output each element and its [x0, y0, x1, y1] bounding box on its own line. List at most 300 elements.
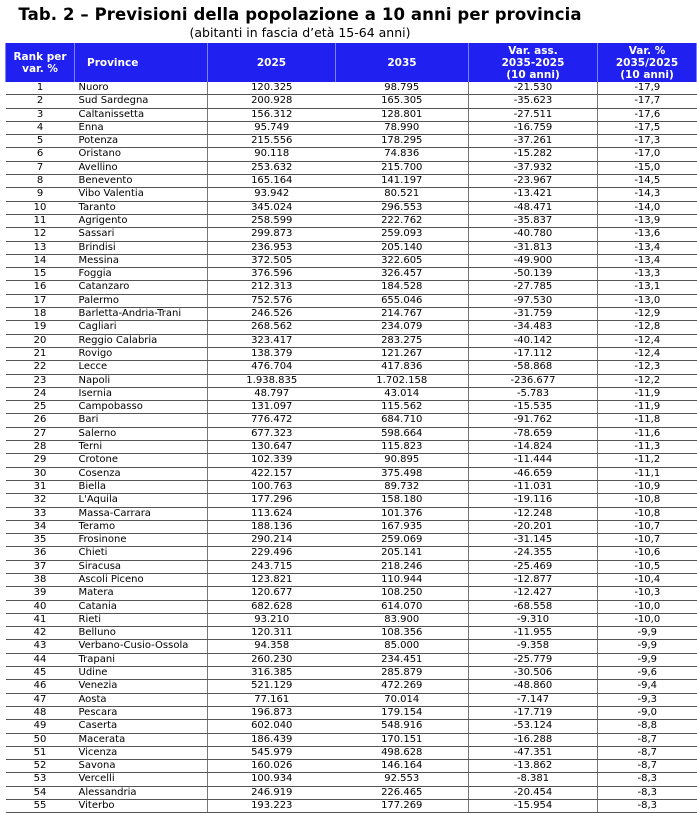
cell-var-abs: -31.813 [469, 241, 598, 254]
cell-year-2035: 165.305 [336, 95, 469, 108]
cell-province: Terni [75, 441, 208, 454]
table-row [6, 600, 697, 613]
cell-var-abs: -78.659 [469, 427, 598, 440]
table-row [6, 693, 697, 706]
cell-year-2025: 156.312 [208, 108, 336, 121]
column-header-var-pct [598, 43, 697, 82]
cell-var-pct: -17,0 [598, 148, 697, 161]
cell-rank: 34 [6, 520, 75, 533]
cell-province: Taranto [75, 201, 208, 214]
table-row [6, 387, 697, 400]
cell-var-abs: -48.860 [469, 680, 598, 693]
table-body [6, 82, 697, 813]
cell-var-pct: -9,6 [598, 667, 697, 680]
table-row [6, 733, 697, 746]
table-row [6, 228, 697, 241]
cell-var-pct: -13,0 [598, 294, 697, 307]
cell-year-2035: 115.823 [336, 441, 469, 454]
cell-var-pct: -14,5 [598, 175, 697, 188]
cell-year-2025: 246.919 [208, 786, 336, 799]
table-row [6, 786, 697, 799]
cell-var-pct: -17,9 [598, 82, 697, 95]
cell-var-pct: -17,5 [598, 121, 697, 134]
cell-var-abs: -7.147 [469, 693, 598, 706]
cell-year-2035: 214.767 [336, 308, 469, 321]
cell-rank: 52 [6, 760, 75, 773]
cell-year-2025: 236.953 [208, 241, 336, 254]
cell-rank: 3 [6, 108, 75, 121]
cell-province: Rieti [75, 613, 208, 626]
cell-var-abs: -27.511 [469, 108, 598, 121]
cell-var-pct: -11,3 [598, 441, 697, 454]
cell-year-2025: 177.296 [208, 494, 336, 507]
cell-year-2035: 222.762 [336, 214, 469, 227]
cell-year-2035: 85.000 [336, 640, 469, 653]
cell-year-2025: 123.821 [208, 573, 336, 586]
cell-province: L'Aquila [75, 494, 208, 507]
cell-year-2025: 521.129 [208, 680, 336, 693]
cell-year-2035: 205.141 [336, 547, 469, 560]
cell-year-2035: 215.700 [336, 161, 469, 174]
table-row [6, 480, 697, 493]
cell-rank: 36 [6, 547, 75, 560]
cell-var-abs: -11.031 [469, 480, 598, 493]
cell-province: Crotone [75, 454, 208, 467]
cell-var-abs: -17.719 [469, 706, 598, 719]
cell-year-2025: 545.979 [208, 746, 336, 759]
cell-year-2035: 115.562 [336, 401, 469, 414]
table-row [6, 95, 697, 108]
cell-province: Aosta [75, 693, 208, 706]
header-text-line1: 2025 [256, 56, 287, 69]
cell-var-pct: -12,9 [598, 308, 697, 321]
cell-year-2025: 258.599 [208, 214, 336, 227]
header-text-line2: 2035-2025 [501, 56, 565, 69]
document-subtitle: (abitanti in fascia d’età 15-64 anni) [189, 25, 411, 40]
cell-var-abs: -37.932 [469, 161, 598, 174]
cell-rank: 55 [6, 800, 75, 813]
cell-province: Enna [75, 121, 208, 134]
cell-year-2025: 120.677 [208, 587, 336, 600]
cell-year-2035: 70.014 [336, 693, 469, 706]
cell-year-2035: 598.664 [336, 427, 469, 440]
cell-var-pct: -8,3 [598, 800, 697, 813]
table-row [6, 547, 697, 560]
cell-var-abs: -8.381 [469, 773, 598, 786]
cell-rank: 6 [6, 148, 75, 161]
cell-year-2025: 90.118 [208, 148, 336, 161]
cell-province: Cosenza [75, 467, 208, 480]
cell-var-abs: -11.955 [469, 627, 598, 640]
cell-var-pct: -11,6 [598, 427, 697, 440]
cell-var-abs: -30.506 [469, 667, 598, 680]
cell-province: Catania [75, 600, 208, 613]
cell-rank: 11 [6, 214, 75, 227]
cell-province: Cagliari [75, 321, 208, 334]
cell-province: Potenza [75, 135, 208, 148]
cell-var-pct: -8,3 [598, 786, 697, 799]
cell-rank: 41 [6, 613, 75, 626]
cell-var-abs: -15.282 [469, 148, 598, 161]
cell-year-2025: 131.097 [208, 401, 336, 414]
cell-rank: 46 [6, 680, 75, 693]
table-row [6, 720, 697, 733]
header-text-line1: Rank per [13, 50, 67, 63]
cell-rank: 43 [6, 640, 75, 653]
cell-var-abs: -20.201 [469, 520, 598, 533]
cell-province: Barletta-Andria-Trani [75, 308, 208, 321]
cell-var-pct: -17,7 [598, 95, 697, 108]
cell-province: Venezia [75, 680, 208, 693]
cell-var-abs: -23.967 [469, 175, 598, 188]
cell-var-abs: -48.471 [469, 201, 598, 214]
cell-year-2035: 548.916 [336, 720, 469, 733]
cell-year-2035: 43.014 [336, 387, 469, 400]
cell-year-2025: 677.323 [208, 427, 336, 440]
table-row [6, 680, 697, 693]
cell-var-abs: -97.530 [469, 294, 598, 307]
cell-var-abs: -46.659 [469, 467, 598, 480]
header-text-line3: (10 anni) [506, 68, 560, 81]
cell-var-pct: -11,1 [598, 467, 697, 480]
cell-year-2035: 170.151 [336, 733, 469, 746]
cell-province: Lecce [75, 361, 208, 374]
cell-rank: 33 [6, 507, 75, 520]
cell-var-abs: -24.355 [469, 547, 598, 560]
cell-rank: 23 [6, 374, 75, 387]
column-header-rank [6, 43, 75, 82]
cell-province: Palermo [75, 294, 208, 307]
cell-year-2035: 285.879 [336, 667, 469, 680]
cell-rank: 30 [6, 467, 75, 480]
cell-year-2035: 89.732 [336, 480, 469, 493]
table-row [6, 667, 697, 680]
cell-var-pct: -10,8 [598, 507, 697, 520]
cell-year-2025: 476.704 [208, 361, 336, 374]
table-row [6, 135, 697, 148]
table-row [6, 414, 697, 427]
cell-year-2035: 90.895 [336, 454, 469, 467]
cell-year-2025: 253.632 [208, 161, 336, 174]
cell-var-pct: -10,3 [598, 587, 697, 600]
table-row [6, 441, 697, 454]
cell-year-2025: 323.417 [208, 334, 336, 347]
cell-year-2025: 290.214 [208, 534, 336, 547]
cell-province: Pescara [75, 706, 208, 719]
cell-rank: 40 [6, 600, 75, 613]
cell-province: Napoli [75, 374, 208, 387]
cell-rank: 47 [6, 693, 75, 706]
cell-year-2025: 130.647 [208, 441, 336, 454]
cell-rank: 44 [6, 653, 75, 666]
cell-year-2035: 614.070 [336, 600, 469, 613]
cell-year-2035: 74.836 [336, 148, 469, 161]
cell-year-2035: 283.275 [336, 334, 469, 347]
table-row [6, 746, 697, 759]
cell-var-abs: -47.351 [469, 746, 598, 759]
column-header-var-abs [469, 43, 598, 82]
cell-year-2035: 226.465 [336, 786, 469, 799]
table-row [6, 374, 697, 387]
cell-var-pct: -10,0 [598, 600, 697, 613]
table-row [6, 427, 697, 440]
cell-year-2035: 108.250 [336, 587, 469, 600]
cell-year-2035: 83.900 [336, 613, 469, 626]
cell-province: Alessandria [75, 786, 208, 799]
cell-var-pct: -15,0 [598, 161, 697, 174]
header-text-line1: Var. % [628, 44, 666, 57]
cell-var-abs: -25.779 [469, 653, 598, 666]
header-text-line1: 2035 [387, 56, 417, 69]
cell-rank: 39 [6, 587, 75, 600]
cell-var-pct: -11,8 [598, 414, 697, 427]
cell-province: Viterbo [75, 800, 208, 813]
table-row [6, 454, 697, 467]
cell-var-pct: -8,8 [598, 720, 697, 733]
document-title: Tab. 2 – Previsioni della popolazione a 10 anni per provincia [18, 5, 582, 24]
cell-year-2025: 602.040 [208, 720, 336, 733]
table-row [6, 534, 697, 547]
cell-rank: 38 [6, 573, 75, 586]
cell-var-pct: -9,4 [598, 680, 697, 693]
cell-year-2025: 212.313 [208, 281, 336, 294]
table-row [6, 201, 697, 214]
column-header-year-2025 [208, 43, 336, 82]
cell-rank: 17 [6, 294, 75, 307]
cell-province: Sud Sardegna [75, 95, 208, 108]
cell-var-pct: -10,4 [598, 573, 697, 586]
cell-var-pct: -13,1 [598, 281, 697, 294]
cell-province: Oristano [75, 148, 208, 161]
cell-province: Frosinone [75, 534, 208, 547]
cell-var-pct: -13,6 [598, 228, 697, 241]
cell-province: Caserta [75, 720, 208, 733]
cell-rank: 54 [6, 786, 75, 799]
cell-var-pct: -13,4 [598, 241, 697, 254]
table-row [6, 467, 697, 480]
cell-year-2025: 93.210 [208, 613, 336, 626]
cell-year-2035: 128.801 [336, 108, 469, 121]
table-row [6, 108, 697, 121]
table-row [6, 494, 697, 507]
table-row [6, 254, 697, 267]
cell-year-2035: 141.197 [336, 175, 469, 188]
cell-year-2025: 100.763 [208, 480, 336, 493]
cell-province: Nuoro [75, 82, 208, 95]
cell-year-2025: 243.715 [208, 560, 336, 573]
cell-year-2035: 296.553 [336, 201, 469, 214]
cell-var-pct: -12,8 [598, 321, 697, 334]
cell-var-pct: -13,3 [598, 268, 697, 281]
cell-year-2035: 177.269 [336, 800, 469, 813]
cell-rank: 48 [6, 706, 75, 719]
cell-year-2025: 260.230 [208, 653, 336, 666]
cell-var-pct: -8,7 [598, 760, 697, 773]
cell-var-abs: -17.112 [469, 347, 598, 360]
cell-province: Bari [75, 414, 208, 427]
cell-year-2025: 120.325 [208, 82, 336, 95]
cell-year-2025: 120.311 [208, 627, 336, 640]
table-row [6, 613, 697, 626]
cell-rank: 25 [6, 401, 75, 414]
table-row [6, 241, 697, 254]
cell-year-2025: 93.942 [208, 188, 336, 201]
cell-province: Agrigento [75, 214, 208, 227]
cell-year-2035: 179.154 [336, 706, 469, 719]
cell-year-2025: 138.379 [208, 347, 336, 360]
cell-province: Foggia [75, 268, 208, 281]
cell-province: Verbano-Cusio-Ossola [75, 640, 208, 653]
table-row [6, 401, 697, 414]
cell-province: Vicenza [75, 746, 208, 759]
cell-var-abs: -58.868 [469, 361, 598, 374]
cell-var-abs: -236.677 [469, 374, 598, 387]
cell-year-2035: 121.267 [336, 347, 469, 360]
cell-rank: 35 [6, 534, 75, 547]
cell-year-2035: 101.376 [336, 507, 469, 520]
cell-province: Belluno [75, 627, 208, 640]
cell-var-abs: -12.877 [469, 573, 598, 586]
cell-year-2025: 246.526 [208, 308, 336, 321]
cell-var-abs: -49.900 [469, 254, 598, 267]
cell-year-2025: 372.505 [208, 254, 336, 267]
cell-var-pct: -13,4 [598, 254, 697, 267]
cell-year-2025: 113.624 [208, 507, 336, 520]
cell-year-2035: 108.356 [336, 627, 469, 640]
cell-year-2025: 776.472 [208, 414, 336, 427]
cell-year-2035: 80.521 [336, 188, 469, 201]
cell-year-2035: 655.046 [336, 294, 469, 307]
cell-var-abs: -40.142 [469, 334, 598, 347]
cell-year-2025: 102.339 [208, 454, 336, 467]
cell-var-pct: -12,4 [598, 347, 697, 360]
table-row [6, 188, 697, 201]
cell-year-2025: 422.157 [208, 467, 336, 480]
cell-var-abs: -15.954 [469, 800, 598, 813]
cell-province: Macerata [75, 733, 208, 746]
cell-year-2025: 186.439 [208, 733, 336, 746]
cell-year-2035: 417.836 [336, 361, 469, 374]
cell-province: Teramo [75, 520, 208, 533]
cell-rank: 42 [6, 627, 75, 640]
table-row [6, 653, 697, 666]
cell-var-pct: -9,9 [598, 653, 697, 666]
cell-rank: 28 [6, 441, 75, 454]
cell-rank: 22 [6, 361, 75, 374]
table-row [6, 334, 697, 347]
cell-var-abs: -31.759 [469, 308, 598, 321]
table-row [6, 773, 697, 786]
cell-province: Biella [75, 480, 208, 493]
cell-rank: 13 [6, 241, 75, 254]
cell-year-2025: 77.161 [208, 693, 336, 706]
cell-var-abs: -34.483 [469, 321, 598, 334]
cell-year-2035: 178.295 [336, 135, 469, 148]
cell-year-2035: 158.180 [336, 494, 469, 507]
cell-rank: 50 [6, 733, 75, 746]
cell-var-abs: -13.862 [469, 760, 598, 773]
table-row [6, 560, 697, 573]
cell-var-abs: -9.358 [469, 640, 598, 653]
population-forecast-table [5, 43, 697, 813]
cell-year-2025: 193.223 [208, 800, 336, 813]
cell-rank: 9 [6, 188, 75, 201]
cell-rank: 18 [6, 308, 75, 321]
cell-year-2025: 316.385 [208, 667, 336, 680]
cell-province: Massa-Carrara [75, 507, 208, 520]
header-text-line2: var. % [22, 62, 58, 75]
cell-rank: 27 [6, 427, 75, 440]
table-row [6, 321, 697, 334]
cell-rank: 21 [6, 347, 75, 360]
cell-year-2035: 259.093 [336, 228, 469, 241]
column-header-province [75, 43, 208, 82]
cell-year-2035: 326.457 [336, 268, 469, 281]
cell-var-pct: -12,3 [598, 361, 697, 374]
cell-province: Caltanissetta [75, 108, 208, 121]
cell-year-2025: 229.496 [208, 547, 336, 560]
cell-var-abs: -35.623 [469, 95, 598, 108]
cell-province: Isernia [75, 387, 208, 400]
cell-var-abs: -53.124 [469, 720, 598, 733]
cell-rank: 37 [6, 560, 75, 573]
cell-var-pct: -10,7 [598, 534, 697, 547]
header-text-line1: Province [87, 56, 139, 69]
cell-province: Campobasso [75, 401, 208, 414]
cell-rank: 45 [6, 667, 75, 680]
table-header-row [6, 43, 697, 82]
cell-year-2035: 375.498 [336, 467, 469, 480]
header-text-line2: 2035/2025 [615, 56, 679, 69]
cell-var-abs: -68.558 [469, 600, 598, 613]
cell-var-abs: -27.785 [469, 281, 598, 294]
cell-var-pct: -11,9 [598, 387, 697, 400]
cell-year-2025: 160.026 [208, 760, 336, 773]
cell-year-2025: 94.358 [208, 640, 336, 653]
cell-year-2025: 100.934 [208, 773, 336, 786]
cell-var-abs: -15.535 [469, 401, 598, 414]
cell-rank: 15 [6, 268, 75, 281]
cell-province: Salerno [75, 427, 208, 440]
table-row [6, 800, 697, 813]
cell-var-pct: -8,3 [598, 773, 697, 786]
cell-rank: 2 [6, 95, 75, 108]
cell-var-pct: -10,5 [598, 560, 697, 573]
header-text-line1: Var. ass. [508, 44, 558, 57]
cell-year-2025: 345.024 [208, 201, 336, 214]
cell-year-2035: 322.605 [336, 254, 469, 267]
column-header-year-2035 [336, 43, 469, 82]
cell-var-pct: -11,2 [598, 454, 697, 467]
cell-var-abs: -16.759 [469, 121, 598, 134]
table-row [6, 214, 697, 227]
cell-rank: 26 [6, 414, 75, 427]
cell-province: Savona [75, 760, 208, 773]
table-row [6, 361, 697, 374]
cell-var-abs: -19.116 [469, 494, 598, 507]
cell-rank: 19 [6, 321, 75, 334]
cell-province: Trapani [75, 653, 208, 666]
cell-var-abs: -12.248 [469, 507, 598, 520]
cell-year-2025: 1.938.835 [208, 374, 336, 387]
table-row [6, 587, 697, 600]
cell-var-abs: -25.469 [469, 560, 598, 573]
header-text-line3: (10 anni) [620, 68, 674, 81]
cell-rank: 4 [6, 121, 75, 134]
cell-year-2035: 498.628 [336, 746, 469, 759]
cell-province: Siracusa [75, 560, 208, 573]
cell-year-2035: 234.079 [336, 321, 469, 334]
